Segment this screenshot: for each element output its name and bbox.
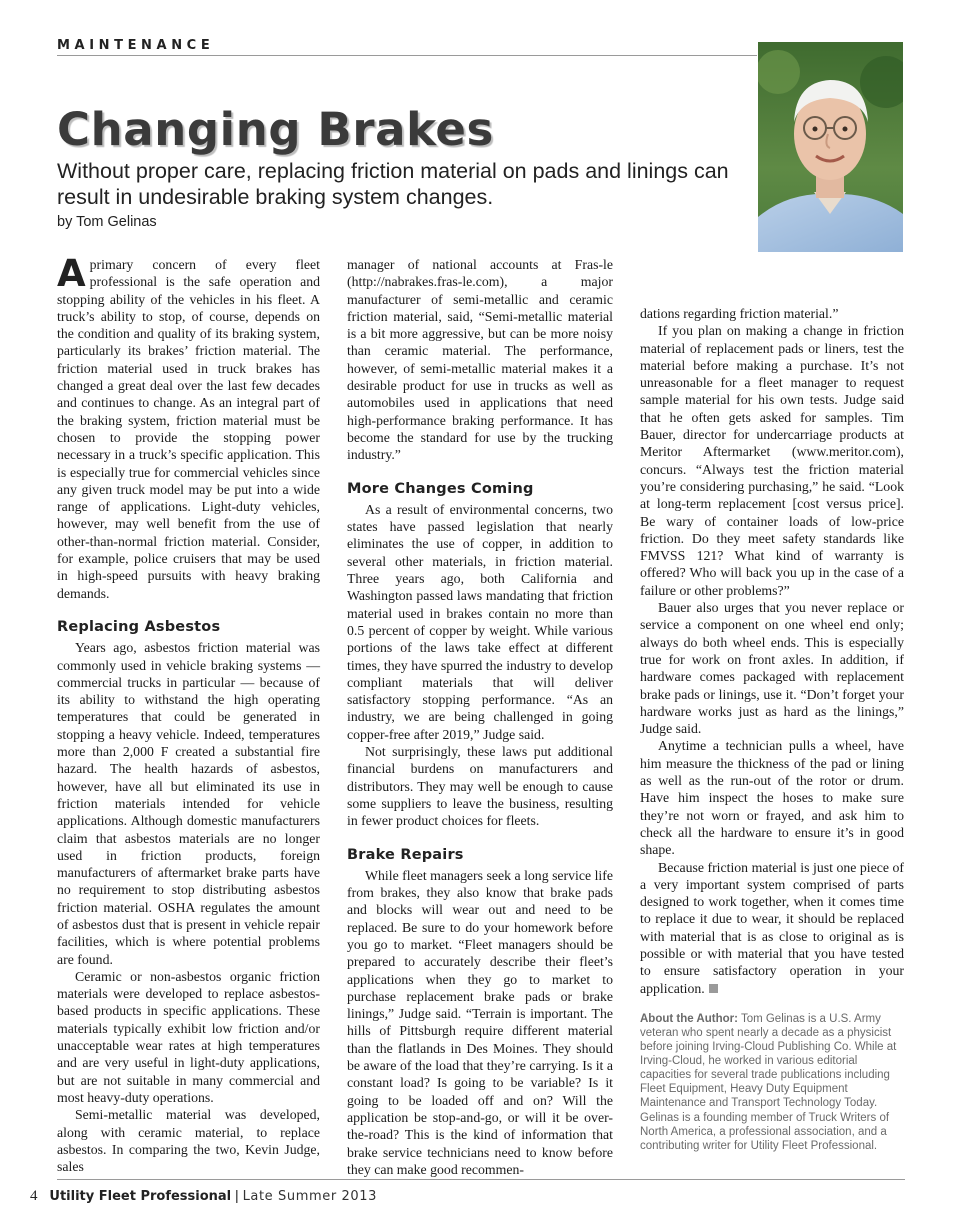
- paragraph: Semi-metallic material was developed, along with ceramic material, to replace asbestos. In comparing the two, Kevin Judge, sales: [57, 1107, 320, 1175]
- top-rule: [57, 55, 757, 56]
- author-photo: [758, 42, 903, 252]
- page-number: 4: [30, 1188, 38, 1204]
- closing-paragraph: [640, 859, 904, 997]
- headline: Changing Brakes: [57, 103, 494, 156]
- closing-text: Because friction material is just one piece of a very important system comprised of parts designed to work together, when it comes time to replace it due to wear, it should be replaced with material that is as close to original as is possible or with material that you have tested to ensure satisfactory operation in your application.: [640, 859, 904, 996]
- subheading-brake-repairs: Brake Repairs: [347, 846, 464, 863]
- paragraph: Bauer also urges that you never replace or service a component on one wheel end only; always do both wheel ends. This is especially true for work on front axles. In addition, if hardware comes packaged with replacement brake pads or linings, use it. “Don’t forget your hardware works just as hard as the linings,” Judge said.: [640, 600, 904, 737]
- author-label: About the Author:: [640, 1012, 738, 1025]
- author-bio: Tom Gelinas is a U.S. Army veteran who spent nearly a decade as a physicist before joining Irving-Cloud Publishing Co. While at Irving-Cloud, he worked in various editorial capacities for several trade publications including Fleet Equipment, Heavy Duty Equipment Maintenance and Transport Technology Today. Gelinas is a founding member of Truck Writers of North America, a professional association, and a contributing writer for Utility Fleet Professional.: [640, 1012, 897, 1152]
- paragraph: Years ago, asbestos friction material was commonly used in vehicle braking systems — commercial trucks in particular — because of its ability to withstand the high operating temperatures that could be generated in stopping a heavy vehicle. Indeed, temperatures more than 2,000 F created a substantial fire hazard. The health hazards of asbestos, however, have all but eliminated its use in friction materials intended for vehicle applications. Although domestic manufacturers claim that asbestos materials are no longer used in friction products, foreign manufacturers of aftermarket brake parts have no requirement to stop distributing asbestos friction material. OSHA regulates the amount of asbestos dust that is present in vehicle repair facilities, which is where potential problems are found.: [57, 640, 320, 967]
- issue-date: Late Summer 2013: [242, 1189, 377, 1204]
- publication-name: Utility Fleet Professional: [49, 1189, 232, 1204]
- article-column-2: [347, 256, 613, 1178]
- section-label: MAINTENANCE: [57, 38, 215, 53]
- paragraph: If you plan on making a change in friction material of replacement pads or liners, test the material before making a purchase. It’s not unreasonable for a fleet manager to request sample material for his own tests. Judge said that he often gets asked for samples. Tim Bauer, director for undercarriage products at Meritor Aftermarket (www.meritor.com), concurs. “Always test the friction material you’re considering purchasing,” he said. “Look at long-term replacement [cost versus price]. Be wary of container loads of low-price friction. Do they meet safety standards like FMVSS 121? What kind of warranty is offered? Who will back you up in the case of a failure or other problems?”: [640, 323, 904, 598]
- bottom-rule: [57, 1179, 905, 1180]
- paragraph: While fleet managers seek a long service life from brakes, they also know that brake pads and blocks will wear out and need to be replaced. Be sure to do your homework before you go to market. “Fleet managers should be prepared to accurately describe their fleet’s applications when they go to market to purchase replacement brake pads or brake linings,” Judge said. “Terrain is important. The hills of Pittsburgh require different material than the flatlands in Des Moines. They should be aware of the load that they’re carrying. Is it a constant load? Is going to be variable? Is it going to be loaded off and on? Will the application be stop-and-go, or will it be over-the-road? This is the kind of information that brake service technicians need to know before they can make good recommen-: [347, 867, 613, 1177]
- paragraph: manager of national accounts at Fras-le (http://nabrakes.fras-le.com), a major manufacturer of semi-metallic and ceramic friction material, said, “Semi-metallic material is a bit more aggressive, but can be more noisy than ceramic material. The performance, however, of semi-metallic material makes it a desirable product for use in trucks as well as automobiles used in applications that need high-performance braking performance. It has become the standard for use by the trucking industry.”: [347, 257, 613, 463]
- paragraph: Not surprisingly, these laws put additional financial burdens on manufacturers and distributors. They may well be enough to cause some suppliers to leave the business, resulting in fewer product choices for fleets.: [347, 744, 613, 829]
- end-of-article-icon: [709, 984, 718, 993]
- subheadline: Without proper care, replacing friction material on pads and linings can result in undesirable braking system changes.: [57, 159, 729, 209]
- byline: by Tom Gelinas: [57, 214, 157, 230]
- article-column-1: [57, 252, 320, 1175]
- article-column-3: [640, 305, 904, 1153]
- intro-paragraph: [57, 252, 320, 602]
- subheading-more-changes-coming: More Changes Coming: [347, 480, 534, 497]
- drop-cap: A: [57, 252, 86, 295]
- about-the-author: [640, 1012, 904, 1153]
- paragraph: As a result of environmental concerns, two states have passed legislation that nearly eliminates the use of copper, in addition to several other materials, in friction material. Three years ago, both California and Washington passed laws mandating that friction material used in brakes contain no more than 0.5 percent of copper by weight. While various portions of the laws take effect at different times, they have spurred the industry to develop compliant materials that will deliver satisfactory stopping performance. “As an industry, we are being challenged in going copper-free after 2019,” Judge said.: [347, 501, 613, 742]
- paragraph: Ceramic or non-asbestos organic friction materials were developed to replace asbestos-based products in specific applications. These materials typically exhibit low friction and/or unacceptable wear rates at high temperatures and are very useful in light-duty applications, but are not suitable in many commercial and most heavy-duty operations.: [57, 968, 320, 1105]
- footer-separator: |: [235, 1187, 239, 1203]
- subheading-replacing-asbestos: Replacing Asbestos: [57, 618, 221, 635]
- paragraph: Anytime a technician pulls a wheel, have him measure the thickness of the pad or lining as well as the run-out of the rotor or drum. Have him inspect the hoses to make sure they’re not worn or frayed, and ask him to check all the hardware to ensure it’s in good shape.: [640, 738, 904, 858]
- page-footer: [30, 1187, 377, 1205]
- intro-text: primary concern of every fleet professional is the safe operation and stopping ability of the vehicles in his fleet. A truck’s ability to stop, of course, depends on the condition and quality of its braking system, particularly its brakes’ friction material. The friction material used in truck brakes has changed a great deal over the last few decades and continues to change. As an integral part of the braking system, friction material must be chosen to provide the stopping power necessary in a truck’s specific application. This is especially true for commercial vehicles since any given truck model may be put into a wide range of applications. Light-duty vehicles, however, may well benefit from the use of other-than-normal friction material. Consider, for example, police cruisers that may be used in high-speed pursuits with heavy braking demands.: [57, 257, 320, 601]
- paragraph: dations regarding friction material.”: [640, 306, 839, 321]
